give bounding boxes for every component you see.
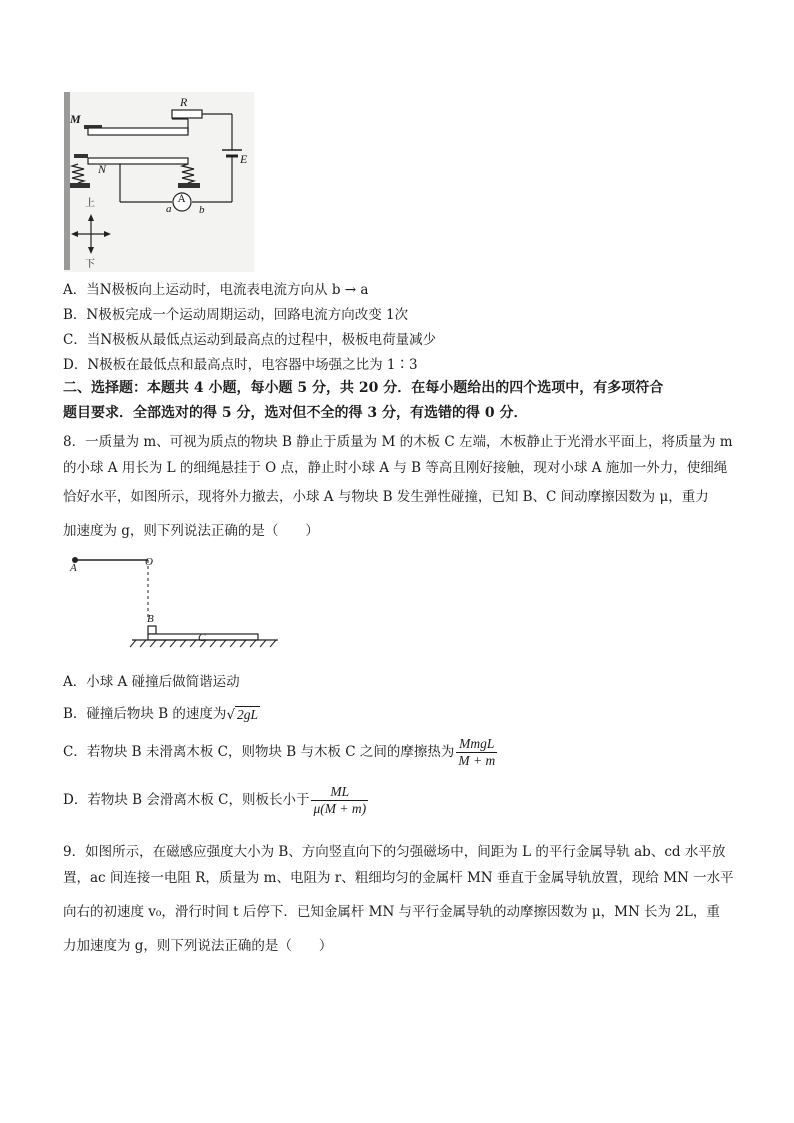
fig2-label-C: C — [198, 632, 206, 644]
fig2-label-B: B — [147, 613, 154, 625]
label-a: a — [166, 203, 172, 215]
q7-option-c: C．当N极板从最低点运动到最高点的过程中，极板电荷量减少 — [63, 332, 437, 348]
fraction-numerator: ML — [311, 784, 368, 801]
q7-option-a: A．当N极板向上运动时，电流表电流方向从 b → a — [63, 282, 369, 298]
label-R: R — [180, 95, 188, 109]
q8-option-c — [63, 736, 497, 769]
q9-stem-line4: 力加速度为 g，则下列说法正确的是（ ） — [63, 938, 333, 954]
ammeter-label: A — [178, 194, 186, 205]
fraction-denominator: μ(M + m) — [313, 801, 367, 816]
q8-stem-line3: 恰好水平，如图所示，现将外力撤去，小球 A 与物块 B 发生弹性碰撞，已知 B、C 间动摩擦因数为 μ，重力 — [63, 489, 709, 505]
q8-option-a: A．小球 A 碰撞后做简谐运动 — [63, 674, 240, 690]
label-M: M — [70, 112, 81, 126]
section-heading-line2: 题目要求．全部选对的得 5 分，选对但不全的得 3 分，有选错的得 0 分． — [63, 405, 528, 421]
label-N: N — [98, 162, 107, 176]
capacitor-circuit-figure — [64, 92, 254, 272]
q8-option-b — [63, 702, 260, 723]
fraction-numerator: MmgL — [456, 736, 497, 753]
q9-stem-line2: 置，ac 间连接一电阻 R，质量为 m、电阻为 r、粗细均匀的金属杆 MN 垂直于金属导轨放置，现给 MN 一水平 — [63, 870, 734, 886]
sqrt-radicand: 2gL — [237, 706, 259, 722]
pendulum-board-figure — [64, 550, 284, 650]
q8-option-b-text: B．碰撞后物块 B 的速度为 — [63, 706, 227, 722]
label-b: b — [199, 204, 205, 216]
fraction-heat — [456, 736, 497, 769]
section-heading-line1: 二、选择题：本题共 4 小题，每小题 5 分，共 20 分．在每小题给出的四个选项中，有多项符合 — [63, 380, 664, 396]
q8-option-d-text: D．若物块 B 会滑离木板 C，则板长小于 — [63, 792, 310, 808]
fraction-denominator: M + m — [458, 753, 496, 768]
q8-stem-line1: 8．一质量为 m、可视为质点的物块 B 静止于质量为 M 的木板 C 左端，木板静止于光滑水平面上，将质量为 m — [63, 434, 733, 450]
label-E: E — [240, 152, 248, 166]
q8-stem-line4: 加速度为 g，则下列说法正确的是（ ） — [63, 523, 319, 539]
q9-stem-line3: 向右的初速度 v₀，滑行时间 t 后停下．已知金属杆 MN 与平行金属导轨的动摩擦因数为 μ，MN 长为 2L，重 — [63, 904, 720, 920]
fig2-label-A: A — [70, 562, 77, 574]
sqrt-expression: √ 2gL — [226, 706, 259, 723]
fraction-length — [311, 784, 368, 817]
fig2-label-O: O — [145, 556, 153, 568]
q7-option-d: D．N极板在最低点和最高点时，电容器中场强之比为 1∶3 — [63, 357, 418, 373]
q8-option-c-text: C．若物块 B 未滑离木板 C，则物块 B 与木板 C 之间的摩擦热为 — [63, 744, 455, 760]
q8-option-d — [63, 784, 368, 817]
q9-stem-line1: 9．如图所示，在磁感应强度大小为 B、方向竖直向下的匀强磁场中，间距为 L 的平行金属导轨 ab、cd 水平放 — [63, 844, 726, 860]
q7-option-b: B．N极板完成一个运动周期运动，回路电流方向改变 1次 — [63, 307, 409, 323]
label-down: 下 — [85, 259, 95, 270]
q8-stem-line2: 的小球 A 用长为 L 的细绳悬挂于 O 点，静止时小球 A 与 B 等高且刚好接触，现对小球 A 施加一外力，使细绳 — [63, 460, 728, 476]
label-up: 上 — [85, 198, 95, 209]
